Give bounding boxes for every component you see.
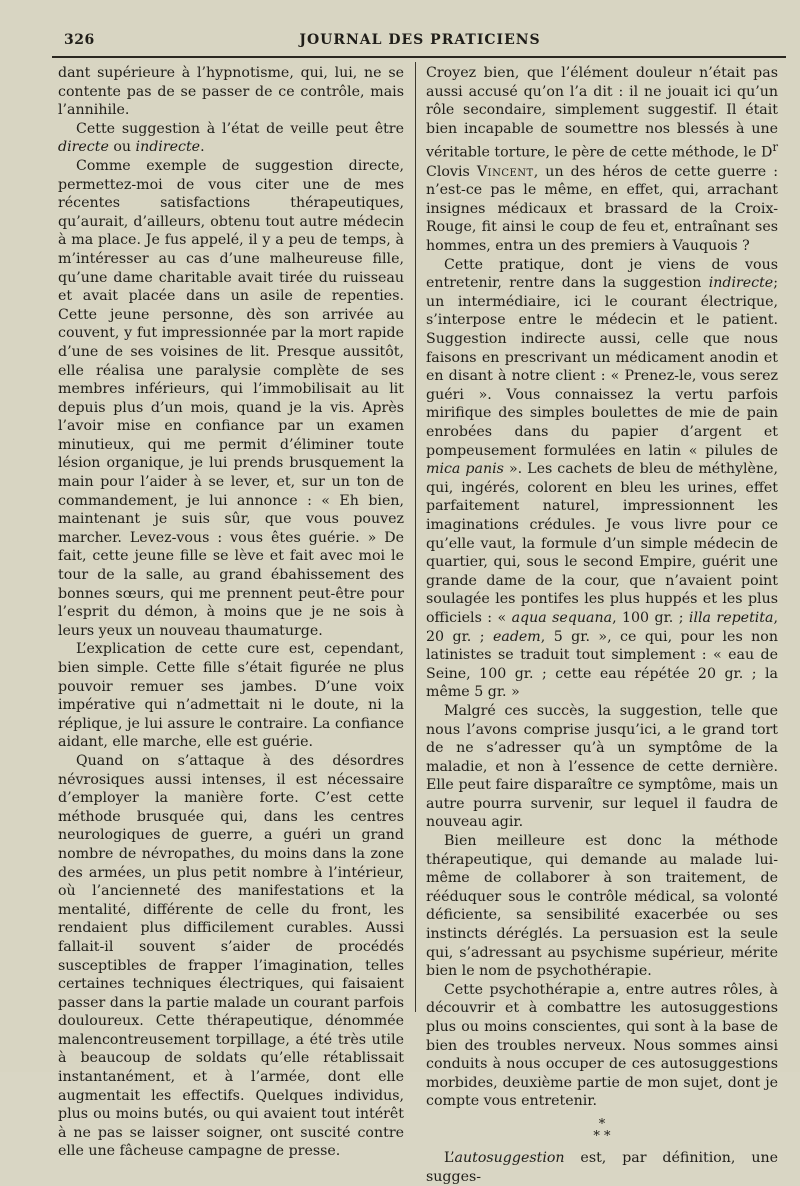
italic-term: directe [58, 139, 109, 156]
paragraph: dant supérieure à l’hypnotisme, qui, lui, ne se contente pas de se passer de ce contrôle, mais l’annihile. [58, 65, 404, 119]
text-span: Croyez bien, que l’élément douleur n’était pas aussi accusé qu’on l’a dit : il ne jouait ici qu’un rôle secondaire, simplement suggestif. Il était bien incapable de soumettre nos blessés à une véritable torture, le père de cette méthode, le D [426, 65, 778, 162]
italic-term: autosuggestion [454, 1149, 565, 1166]
text-span: Clovis [426, 163, 477, 180]
paragraph: Malgré ces succès, la suggestion, telle que nous l’avons comprise jusqu’ici, a le grand tort de ne s’adresser qu’à un symptôme de la maladie, et non à l’essence de cette dernière. Elle peut faire disparaître ce symptôme, mais un autre pourra survenir, sur lequel il faudra de nouveau agir. [426, 702, 778, 831]
page-number: 326 [64, 32, 95, 48]
text-span: , 5 gr. », ce qui, pour les non latinistes se traduit tout simplement : « eau de Seine, 100 gr. ; cette eau répétée 20 gr. ; la même 5 gr. » [426, 628, 778, 701]
text-span: , un des héros de cette guerre : n’est-ce pas le même, en effet, qui, arrachant insignes médicaux et brassard de la Croix-Rouge, fit ainsi le coup de feu et, entraînant ses hommes, entra un des premiers à Vauquois ? [426, 163, 779, 255]
column-divider [415, 62, 416, 1012]
paragraph: L’explication de cette cure est, cependant, bien simple. Cette fille s’était figurée ne plus pouvoir remuer ses jambes. D’une voix impérative qui n’admettait ni le doute, ni la réplique, je lui assure le contraire. La confiance aidant, elle marche, elle est guérie. [58, 641, 404, 751]
text-span: est, par définition, une sugges- [426, 1149, 778, 1185]
paragraph: Bien meilleure est donc la méthode thérapeutique, qui demande au malade lui-même de collaborer à son traitement, de rééduquer sous le contrôle médical, sa volonté déficiente, sa sensibilité exacerbée ou ses instincts déréglés. La persuasion est la seule qui, s’adressant au psychisme supérieur, mérite bien le nom de psychothérapie. [426, 833, 778, 980]
asterism-bottom: * * [593, 1128, 611, 1144]
text-span: . [200, 139, 205, 156]
section-separator [426, 1116, 778, 1144]
paragraph [58, 120, 404, 157]
italic-term: eadem [492, 628, 541, 645]
italic-term: indirecte [708, 275, 774, 292]
paragraph: Cette psychothérapie a, entre autres rôles, à découvrir et à combattre les autosuggestions plus ou moins conscientes, qui sont à la base de bien des troubles nerveux. Nous sommes ainsi conduits à nous occuper de ces autosuggestions morbides, deuxième partie de mon sujet, dont je compte vous entretenir. [426, 981, 778, 1110]
text-span: Cette pratique, dont je viens de vous entretenir, rentre dans la suggestion [426, 256, 778, 292]
running-title: JOURNAL DES PRATICIENS [299, 32, 541, 48]
italic-term: illa repetita [688, 609, 774, 626]
page-header [54, 28, 786, 52]
header-rule [52, 56, 786, 58]
text-span: , 100 gr. ; [612, 609, 689, 626]
text-span: Cette suggestion à l’état de veille peut être [76, 120, 404, 137]
text-span: ou [108, 139, 136, 156]
right-column [426, 64, 778, 1186]
italic-term: mica panis [426, 461, 504, 478]
paragraph [426, 256, 778, 702]
superscript: r [772, 140, 778, 155]
text-span: ; un intermédiaire, ici le courant électrique, s’interpose entre le médecin et le patient. Suggestion indirecte aussi, celle que nous faisons en prescrivant un médicament anodin et en disant à notre client : « Prenez-le, vous serez guéri ». Vous connaissez la vertu parfois mirifique des simples boulettes de mie de pain enrobées dans du papier d’argent et pompeusement formulées en latin « pilules de [426, 275, 778, 459]
text-span: L’ [444, 1149, 455, 1166]
italic-term: indirecte [135, 139, 201, 156]
text-span: ». Les cachets de bleu de méthylène, qui, ingérés, colorent en bleu les urines, effet parfaitement naturel, impressionnent les imaginations crédules. Je vous livre pour ce qu’elle vaut, la formule d’un simple médecin de quartier, qui, sous le second Empire, guérit une grande dame de la cour, que n’avaient point soulagée les pontifes les plus huppés et les plus officiels : « [426, 461, 779, 626]
left-column [58, 64, 404, 1161]
paragraph: Comme exemple de suggestion directe, permettez-moi de vous citer une de mes récentes satisfactions thérapeutiques, qu’aurait, d’ailleurs, obtenu tout autre médecin à ma place. Je fus appelé, il y a peu de temps, à m’intéresser au cas d’une malheureuse fille, qu’une dame charitable avait tirée du ruisseau et avait placée dans un asile de repenties. Cette jeune personne, dès son arrivée au couvent, y fut impressionnée par la mort rapide d’une de ses voisines de lit. Presque aussitôt, elle réalisa une paralysie complète de ses membres inférieurs, qui l’immobilisait au lit depuis plus d’un mois, quand je la vis. Après l’avoir mise en confiance par un examen minutieux, qui me permit d’éliminer toute lésion organique, je lui prends brusquement la main pour l’aider à se lever, et, sur un ton de commandement, je lui annonce : « Eh bien, maintenant je suis sûr, que vous pouvez marcher. Levez-vous : vous êtes guérie. » De fait, cette jeune fille se lève et fait avec moi le tour de la salle, au grand ébahissement des bonnes sœurs, qui me prennent peut-être pour l’esprit du démon, à moins que je ne sois à leurs yeux un nouveau thaumaturge. [58, 157, 404, 639]
text-span: , 20 gr. ; [426, 609, 778, 645]
italic-term: aqua sequana [511, 609, 613, 626]
paragraph [426, 64, 778, 256]
paragraph [426, 1149, 778, 1186]
person-name: Vincent [476, 163, 534, 180]
asterism-top: * [598, 1116, 606, 1132]
paragraph: Quand on s’attaque à des désordres névrosiques aussi intenses, il est nécessaire d’employer la manière forte. C’est cette méthode brusquée qui, dans les centres neurologiques de guerre, a guéri un grand nombre de névropathes, du moins dans la zone des armées, un plus petit nombre à l’intérieur, où l’ancienneté des manifestations et la mentalité, différente de celle du front, les rendaient plus difficilement curables. Aussi fallait-il souvent s’aider de procédés susceptibles de frapper l’imagination, telles certaines techniques électriques, qui faisaient passer dans la partie malade un courant parfois douloureux. Cette thérapeutique, dénommée malencontreusement torpillage, a été très utile à beaucoup de soldats qu’elle rétablissait instantanément, et à l’armée, dont elle augmentait les effectifs. Quelques individus, plus ou moins butés, ou qui avaient tout intérêt à ne pas se laisser soigner, ont suscité contre elle une fâcheuse campagne de presse. [58, 752, 404, 1160]
